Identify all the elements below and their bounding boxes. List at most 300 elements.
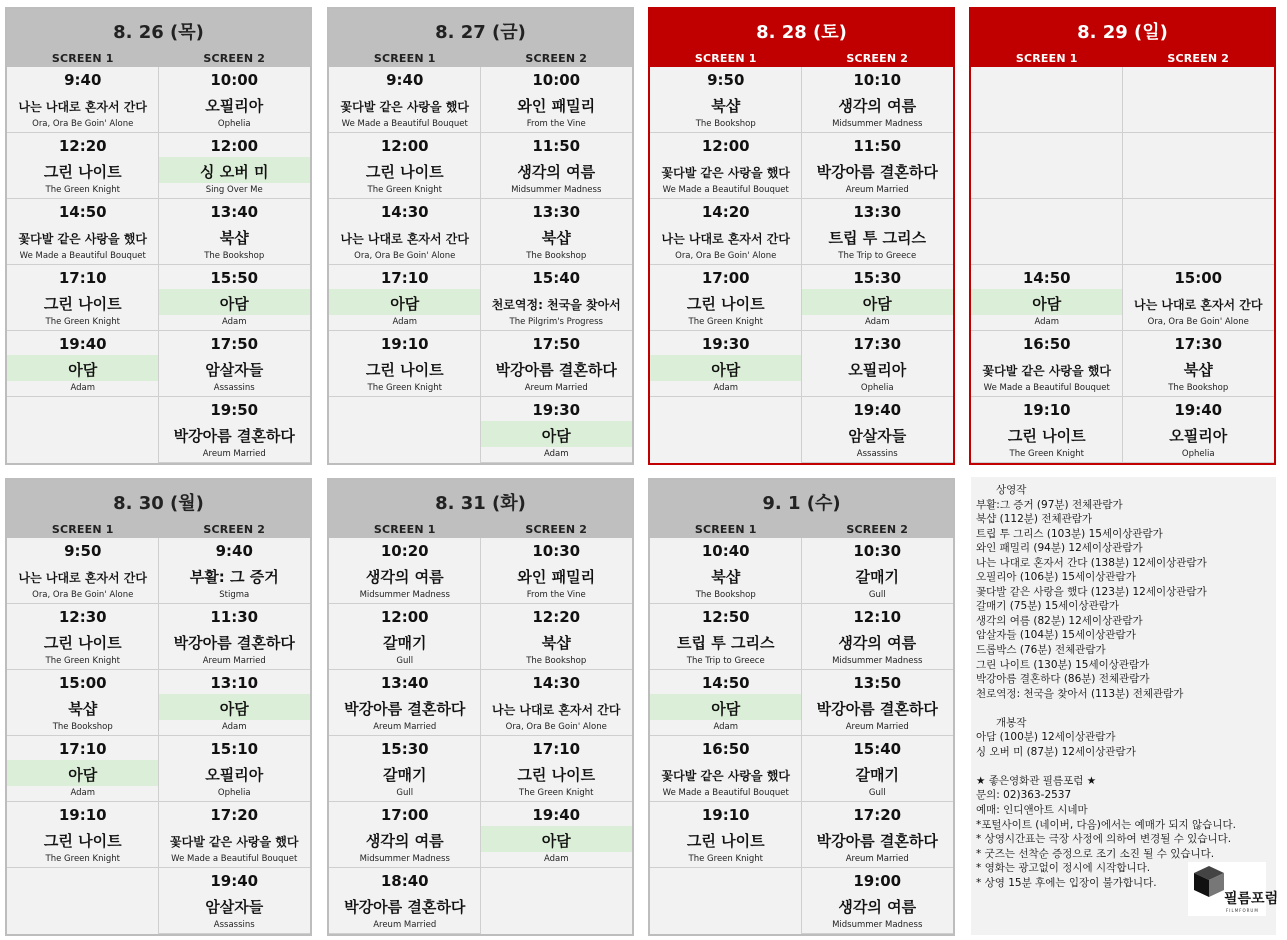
screen-label: SCREEN 2 [203, 52, 266, 65]
contact-phone: 문의: 02)363-2537 [976, 789, 1072, 802]
day-date: 9. 1 (수) [762, 493, 841, 514]
movie-title: 아담 [1032, 295, 1062, 313]
showtime-cell [481, 604, 633, 670]
showtime: 14:30 [532, 674, 581, 692]
now-showing-heading: 상영작 [996, 484, 1027, 496]
movie-title: 박강아름 결혼하다 [173, 634, 295, 652]
notice-item: * 상영시간표는 극장 사정에 의하여 변경될 수 있습니다. [976, 833, 1232, 846]
showtime: 19:10 [1022, 401, 1071, 419]
movie-english-title: From the Vine [526, 119, 586, 129]
showtime: 15:40 [532, 269, 581, 287]
movie-title: 아담 [68, 766, 98, 784]
movie-title: 북샵 [711, 97, 741, 115]
movie-english-title: The Pilgrim's Progress [509, 317, 603, 327]
movie-english-title: The Green Knight [45, 317, 120, 327]
showtime: 15:30 [853, 269, 902, 287]
showtime: 12:50 [701, 608, 750, 626]
movie-title: 오필리아 [205, 97, 264, 115]
day-header [7, 480, 310, 538]
movie-title: 북샵 [68, 700, 98, 718]
notice-item: *포털사이트 (네이버, 다음)에서는 예매가 되지 않습니다. [976, 818, 1236, 831]
now-showing-item: 북샵 (112분) 전체관람가 [976, 513, 1093, 526]
movie-title: 갈매기 [855, 568, 899, 586]
movie-title: 나는 나대로 혼자서 간다 [492, 703, 621, 717]
day-panel [327, 478, 634, 936]
movie-english-title: Areum Married [845, 854, 909, 864]
showtime-cell [650, 670, 802, 736]
showtime: 17:00 [380, 806, 429, 824]
screen-label: SCREEN 2 [525, 52, 588, 65]
showtime-cell [159, 604, 311, 670]
showtime: 13:50 [853, 674, 902, 692]
movie-english-title: Adam [1034, 317, 1060, 327]
movie-english-title: The Green Knight [688, 854, 763, 864]
showtime-cell [481, 736, 633, 802]
empty-cell [1123, 67, 1275, 133]
showtime-cell [7, 199, 159, 265]
booking-info: 예매: 인디앤아트 시네마 [976, 804, 1088, 817]
showtime: 12:00 [380, 137, 429, 155]
movie-english-title: Adam [221, 317, 247, 327]
movie-english-title: The Bookshop [526, 656, 587, 666]
movie-english-title: Areum Married [202, 656, 266, 666]
movie-title: 나는 나대로 혼자서 간다 [18, 571, 147, 585]
filmforum-logo [1188, 862, 1279, 916]
now-showing-item: 부활:그 증거 (97분) 전체관람가 [976, 498, 1123, 511]
movie-title: 생각의 여름 [838, 97, 917, 115]
movie-english-title: Gull [396, 788, 414, 798]
day-date: 8. 26 (목) [113, 22, 204, 43]
showtime: 13:40 [380, 674, 429, 692]
showtime-cell [7, 670, 159, 736]
showtime: 17:00 [701, 269, 750, 287]
showtime-cell [802, 67, 954, 133]
movie-title: 그린 나이트 [517, 766, 596, 784]
now-showing-item: 오필리아 (106분) 15세이상관람가 [976, 571, 1136, 584]
showtime-cell [7, 802, 159, 868]
showtime-cell [650, 133, 802, 199]
movie-title: 암살자들 [848, 427, 907, 445]
movie-english-title: Gull [868, 590, 886, 600]
showtime-cell [159, 802, 311, 868]
showtime-cell [650, 199, 802, 265]
showtime: 17:50 [210, 335, 259, 353]
movie-english-title: The Bookshop [1168, 383, 1229, 393]
showtime: 17:30 [1174, 335, 1223, 353]
schedule-grid [650, 538, 953, 934]
showtime-cell [329, 67, 481, 133]
showtime: 15:00 [58, 674, 107, 692]
showtime-cell [481, 802, 633, 868]
schedule-grid [7, 538, 310, 934]
notice-item: * 상영 15분 후에는 입장이 불가합니다. [976, 876, 1157, 889]
movie-english-title: We Made a Beautiful Bouquet [19, 251, 146, 261]
movie-english-title: Ophelia [217, 788, 251, 798]
showtime: 13:30 [853, 203, 902, 221]
movie-english-title: The Bookshop [204, 251, 265, 261]
day-panel [327, 7, 634, 465]
movie-title: 아담 [219, 700, 249, 718]
movie-english-title: Ophelia [860, 383, 894, 393]
movie-english-title: Ora, Ora Be Goin' Alone [1147, 317, 1249, 327]
showtime-cell [159, 538, 311, 604]
showtime-cell [802, 265, 954, 331]
logo-text: 필름포럼 [1224, 891, 1279, 907]
movie-english-title: The Bookshop [695, 590, 756, 600]
movie-title: 나는 나대로 혼자서 간다 [18, 100, 147, 114]
showtime: 19:30 [532, 401, 581, 419]
now-showing-item: 그린 나이트 (130분) 15세이상관람가 [976, 658, 1150, 671]
showtime-cell [650, 802, 802, 868]
day-header [329, 480, 632, 538]
movie-english-title: The Bookshop [695, 119, 756, 129]
movie-english-title: Midsummer Madness [832, 656, 923, 666]
movie-title: 그린 나이트 [43, 295, 122, 313]
showtime-cell [329, 199, 481, 265]
notice-item: * 영화는 광고없이 정시에 시작합니다. [976, 862, 1151, 875]
cube-logo-icon [1192, 864, 1226, 898]
now-showing-list [976, 498, 1276, 702]
movie-title: 와인 패밀리 [517, 568, 596, 586]
movie-title: 박강아름 결혼하다 [344, 898, 466, 916]
showtime: 11:50 [853, 137, 902, 155]
day-header [329, 9, 632, 67]
showtime: 19:10 [380, 335, 429, 353]
day-panel [5, 478, 312, 936]
screen-column [329, 67, 481, 463]
showtime-cell [159, 265, 311, 331]
screen-column [481, 67, 633, 463]
showtime: 13:30 [532, 203, 581, 221]
screen-column [159, 538, 311, 934]
movie-english-title: Adam [543, 449, 569, 459]
movie-title: 아담 [862, 295, 892, 313]
movie-english-title: Gull [868, 788, 886, 798]
movie-title: 나는 나대로 혼자서 간다 [661, 232, 790, 246]
movie-title: 아담 [541, 427, 571, 445]
empty-cell [971, 67, 1123, 133]
movie-english-title: Areum Married [845, 185, 909, 195]
schedule-grid [329, 67, 632, 463]
movie-title: 나는 나대로 혼자서 간다 [340, 232, 469, 246]
showtime-cell [159, 133, 311, 199]
showtime-cell [329, 868, 481, 934]
movie-english-title: The Green Knight [45, 185, 120, 195]
showtime: 14:20 [701, 203, 750, 221]
day-date: 8. 28 (토) [756, 22, 847, 43]
now-showing-item: 박강아름 결혼하다 (86분) 전체관람가 [976, 673, 1150, 686]
showtime: 15:50 [210, 269, 259, 287]
movie-title: 박강아름 결혼하다 [173, 427, 295, 445]
movie-title: 북샵 [1183, 361, 1213, 379]
movie-title: 와인 패밀리 [517, 97, 596, 115]
empty-cell [971, 133, 1123, 199]
movie-english-title: Assassins [856, 449, 898, 459]
showtime-cell [329, 133, 481, 199]
movie-title: 생각의 여름 [838, 634, 917, 652]
screen-column [7, 538, 159, 934]
screen-label: SCREEN 1 [694, 523, 757, 536]
showtime-cell [159, 397, 311, 463]
movie-english-title: Areum Married [524, 383, 588, 393]
showtime: 19:40 [853, 401, 902, 419]
showtime-cell [802, 199, 954, 265]
showtime-cell [7, 133, 159, 199]
movie-english-title: Adam [713, 722, 739, 732]
movie-title: 아담 [68, 361, 98, 379]
movie-title: 그린 나이트 [43, 832, 122, 850]
showtime: 11:50 [532, 137, 581, 155]
day-header [650, 9, 953, 67]
movie-english-title: Areum Married [373, 722, 437, 732]
showtime: 9:50 [64, 542, 102, 560]
showtime: 9:40 [64, 71, 102, 89]
now-showing-item: 갈매기 (75분) 15세이상관람가 [976, 600, 1120, 613]
showtime-cell [481, 133, 633, 199]
showtime: 15:00 [1174, 269, 1223, 287]
movie-english-title: Adam [221, 722, 247, 732]
showtime-cell [159, 199, 311, 265]
movie-title: 그린 나이트 [686, 832, 765, 850]
movie-title: 꽃다발 같은 사랑을 했다 [170, 835, 299, 849]
day-panel [648, 7, 955, 465]
screen-label: SCREEN 1 [1015, 52, 1078, 65]
now-showing-item: 천로역정: 천국을 찾아서 (113분) 전체관람가 [976, 687, 1184, 700]
screen-label: SCREEN 2 [1167, 52, 1230, 65]
movie-title: 오필리아 [848, 361, 907, 379]
showtime-cell [650, 67, 802, 133]
showtime: 16:50 [1022, 335, 1071, 353]
movie-english-title: Adam [543, 854, 569, 864]
showtime-cell [7, 67, 159, 133]
day-date: 8. 30 (월) [113, 493, 204, 514]
day-panel [969, 7, 1276, 465]
movie-title: 생각의 여름 [838, 898, 917, 916]
movie-english-title: Ophelia [1181, 449, 1215, 459]
showtime: 14:30 [380, 203, 429, 221]
showtime: 12:30 [58, 608, 107, 626]
movie-title: 생각의 여름 [365, 832, 444, 850]
screen-label: SCREEN 1 [373, 52, 436, 65]
screen-column [1123, 67, 1275, 463]
showtime-cell [1123, 265, 1275, 331]
showtime: 16:50 [701, 740, 750, 758]
movie-title: 아담 [219, 295, 249, 313]
showtime: 18:40 [380, 872, 429, 890]
showtime: 10:30 [853, 542, 902, 560]
showtime: 10:00 [210, 71, 259, 89]
movie-english-title: Areum Married [373, 920, 437, 930]
showtime: 17:20 [853, 806, 902, 824]
movie-english-title: Midsummer Madness [511, 185, 602, 195]
showtime: 15:10 [210, 740, 259, 758]
movie-english-title: Midsummer Madness [359, 854, 450, 864]
movie-title: 아담 [711, 700, 741, 718]
showtime-cell [481, 265, 633, 331]
movie-title: 꽃다발 같은 사랑을 했다 [661, 166, 790, 180]
showtime-cell [7, 331, 159, 397]
showtime-cell [329, 538, 481, 604]
movie-title: 북샵 [711, 568, 741, 586]
movie-title: 암살자들 [205, 898, 264, 916]
movie-title: 갈매기 [855, 766, 899, 784]
movie-english-title: We Made a Beautiful Bouquet [983, 383, 1110, 393]
movie-english-title: We Made a Beautiful Bouquet [341, 119, 468, 129]
showtime-cell [1123, 331, 1275, 397]
movie-english-title: The Green Knight [367, 383, 442, 393]
day-panel [5, 7, 312, 465]
movie-english-title: The Trip to Greece [686, 656, 765, 666]
showtime: 17:10 [58, 740, 107, 758]
movie-english-title: Midsummer Madness [832, 119, 923, 129]
movie-english-title: Midsummer Madness [832, 920, 923, 930]
logo-subtext: FILMFORUM [1226, 908, 1259, 913]
showtime-cell [802, 538, 954, 604]
showtime: 17:10 [58, 269, 107, 287]
showtime-cell [329, 265, 481, 331]
showtime-cell [7, 538, 159, 604]
movie-title: 아담 [541, 832, 571, 850]
showtime-cell [971, 265, 1123, 331]
movie-title: 꽃다발 같은 사랑을 했다 [340, 100, 469, 114]
showtime-cell [329, 670, 481, 736]
showtime-cell [329, 736, 481, 802]
new-release-heading: 개봉작 [996, 716, 1027, 729]
showtime-cell [159, 736, 311, 802]
showtime-cell [802, 736, 954, 802]
showtime: 15:30 [380, 740, 429, 758]
showtime: 15:40 [853, 740, 902, 758]
screen-column [7, 67, 159, 463]
movie-english-title: We Made a Beautiful Bouquet [662, 185, 789, 195]
now-showing-item: 꽃다발 같은 사랑을 했다 (123분) 12세이상관람가 [976, 585, 1207, 598]
movie-title: 꽃다발 같은 사랑을 했다 [18, 232, 147, 246]
showtime-cell [329, 331, 481, 397]
movie-title: 꽃다발 같은 사랑을 했다 [982, 364, 1111, 378]
new-release-list [976, 730, 1276, 759]
movie-title: 박강아름 결혼하다 [816, 832, 938, 850]
movie-title: 그린 나이트 [686, 295, 765, 313]
movie-english-title: The Green Knight [45, 656, 120, 666]
empty-cell [1123, 133, 1275, 199]
movie-english-title: Ora, Ora Be Goin' Alone [354, 251, 456, 261]
showtime: 9:40 [215, 542, 253, 560]
movie-english-title: The Green Knight [519, 788, 594, 798]
showtime-cell [971, 331, 1123, 397]
movie-title: 생각의 여름 [365, 568, 444, 586]
movie-english-title: The Bookshop [526, 251, 587, 261]
screen-column [802, 538, 954, 934]
movie-title: 박강아름 결혼하다 [816, 700, 938, 718]
showtime-cell [802, 331, 954, 397]
showtime-cell [802, 604, 954, 670]
movie-title: 부활: 그 증거 [189, 568, 279, 586]
movie-title: 북샵 [219, 229, 249, 247]
showtime: 12:00 [210, 137, 259, 155]
movie-title: 나는 나대로 혼자서 간다 [1134, 298, 1263, 312]
showtime: 13:40 [210, 203, 259, 221]
day-header [971, 9, 1274, 67]
showtime: 10:00 [532, 71, 581, 89]
showtime: 17:50 [532, 335, 581, 353]
showtime-cell [481, 538, 633, 604]
movie-english-title: Assassins [213, 383, 255, 393]
movie-english-title: Ophelia [217, 119, 251, 129]
showtime-cell [650, 265, 802, 331]
movie-english-title: Ora, Ora Be Goin' Alone [32, 119, 134, 129]
screen-column [159, 67, 311, 463]
showtime-cell [329, 604, 481, 670]
showtime: 19:40 [1174, 401, 1223, 419]
showtime: 19:40 [532, 806, 581, 824]
now-showing-item: 드롭박스 (76분) 전체관람가 [976, 644, 1106, 657]
screen-label: SCREEN 2 [846, 52, 909, 65]
showtime: 19:40 [210, 872, 259, 890]
now-showing-item: 암살자들 (104분) 15세이상관람가 [976, 629, 1136, 642]
showtime: 17:10 [380, 269, 429, 287]
showtime-cell [7, 736, 159, 802]
movie-english-title: Adam [70, 383, 96, 393]
movie-english-title: We Made a Beautiful Bouquet [171, 854, 298, 864]
showtime-cell [650, 331, 802, 397]
movie-english-title: The Trip to Greece [838, 251, 917, 261]
showtime: 17:20 [210, 806, 259, 824]
showtime-cell [481, 331, 633, 397]
screen-label: SCREEN 1 [694, 52, 757, 65]
showtime: 12:20 [58, 137, 107, 155]
showtime-cell [802, 868, 954, 934]
screen-label: SCREEN 1 [51, 52, 114, 65]
new-release-item: 아담 (100분) 12세이상관람가 [976, 731, 1116, 744]
movie-english-title: The Green Knight [367, 185, 442, 195]
movie-english-title: Midsummer Madness [359, 590, 450, 600]
movie-english-title: Adam [864, 317, 890, 327]
day-date: 8. 27 (금) [435, 22, 526, 43]
screen-label: SCREEN 2 [525, 523, 588, 536]
new-release-item: 싱 오버 미 (87분) 12세이상관람가 [976, 745, 1136, 758]
showtime-cell [650, 736, 802, 802]
now-showing-item: 와인 패밀리 (94분) 12세이상관람가 [976, 542, 1143, 555]
showtime: 12:00 [701, 137, 750, 155]
movie-english-title: The Green Knight [1009, 449, 1084, 459]
showtime: 10:20 [380, 542, 429, 560]
showtime: 10:30 [532, 542, 581, 560]
showtime: 19:30 [701, 335, 750, 353]
showtime: 13:10 [210, 674, 259, 692]
showtime: 17:30 [853, 335, 902, 353]
showtime-cell [7, 265, 159, 331]
showtime-cell [802, 670, 954, 736]
showtime: 12:10 [853, 608, 902, 626]
movie-title: 그린 나이트 [365, 361, 444, 379]
movie-title: 트립 투 그리스 [677, 634, 775, 652]
screen-label: SCREEN 1 [373, 523, 436, 536]
screen-label: SCREEN 1 [51, 523, 114, 536]
day-date: 8. 31 (화) [435, 493, 526, 514]
showtime-cell [159, 670, 311, 736]
day-panel [648, 478, 955, 936]
showtime-cell [159, 868, 311, 934]
showtime-cell [159, 331, 311, 397]
movie-title: 그린 나이트 [1007, 427, 1086, 445]
movie-title: 박강아름 결혼하다 [344, 700, 466, 718]
movie-title: 천로역정: 천국을 찾아서 [491, 298, 621, 312]
showtime: 19:40 [58, 335, 107, 353]
movie-title: 암살자들 [205, 361, 264, 379]
showtime: 19:10 [58, 806, 107, 824]
movie-title: 아담 [390, 295, 420, 313]
movie-english-title: Adam [392, 317, 418, 327]
